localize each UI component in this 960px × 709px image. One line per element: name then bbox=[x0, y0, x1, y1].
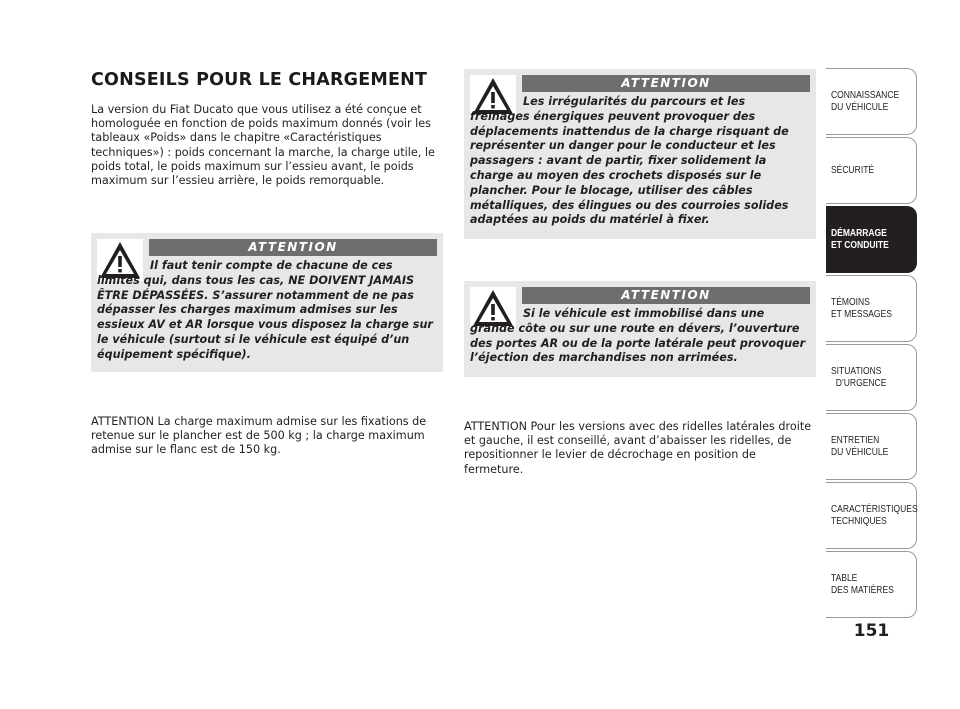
load-note-paragraph: ATTENTION La charge maximum admise sur les fixations de retenue sur le plancher est de 500 kg ; la charge maximum admise sur le flanc est de 150 kg. bbox=[91, 415, 427, 457]
tab-temoins-et-messages[interactable] bbox=[826, 275, 917, 342]
warning-text: Si le véhicule est immobilisé dans une grande côte ou sur une route en dévers, l’ouverture des portes AR ou de la porte latérale peut provoquer l’éjection des marchandises non arrimées. bbox=[470, 307, 806, 365]
intro-paragraph: La version du Fiat Ducato que vous utilisez a été conçue et homologuée en fonction de poids maximum donnés (voir les tableaux «Poids» dans le chapitre «Caractéristiques techniques») : poids concernant la marche, la charge utile, le poids total, le poids maximum sur l’essieu avant, le poids maximum sur l’essieu arrière, le poids remorquable. bbox=[91, 103, 435, 188]
tab-entretien-du-vehicule[interactable] bbox=[826, 413, 917, 480]
tab-label: CONNAISSANCE DU VÉHICULE bbox=[831, 89, 900, 113]
page-number: 151 bbox=[853, 621, 890, 641]
warning-label: ATTENTION bbox=[522, 287, 810, 304]
warning-label: ATTENTION bbox=[149, 239, 437, 256]
tab-caracteristiques-techniques[interactable] bbox=[826, 482, 917, 549]
tailgate-note-paragraph: ATTENTION Pour les versions avec des ridelles latérales droite et gauche, il est conseillé, avant d’abaisser les ridelles, de repositionner le levier de décrochage en position de fermeture. bbox=[464, 420, 812, 476]
page-title: CONSEILS POUR LE CHARGEMENT bbox=[91, 70, 428, 90]
tab-label: DÉMARRAGE ET CONDUITE bbox=[831, 227, 889, 251]
tab-situations-d-urgence[interactable] bbox=[826, 344, 917, 411]
tab-connaissance-du-vehicule[interactable] bbox=[826, 68, 917, 135]
tab-label: ENTRETIEN DU VÉHICULE bbox=[831, 434, 889, 458]
warning-box-3 bbox=[464, 281, 816, 377]
tab-table-des-matieres[interactable] bbox=[826, 551, 917, 618]
warning-box-2 bbox=[464, 69, 816, 239]
tab-label: TÉMOINS ET MESSAGES bbox=[831, 296, 892, 320]
tab-demarrage-et-conduite[interactable] bbox=[826, 206, 917, 273]
warning-text: Il faut tenir compte de chacune de ces limites qui, dans tous les cas, NE DOIVENT JAMAIS ÊTRE DÉPASSÉES. S’assurer notamment de ne pas dépasser les charges maximum admises sur les essieux AV et AR lorsque vous disposez la charge sur le véhicule (surtout si le véhicule est équipé d’un équipement spécifique). bbox=[97, 259, 433, 361]
tab-label: SÉCURITÉ bbox=[831, 164, 875, 176]
tab-securite[interactable] bbox=[826, 137, 917, 204]
tab-label: SITUATIONS D’URGENCE bbox=[831, 365, 887, 389]
warning-label: ATTENTION bbox=[522, 75, 810, 92]
tab-label: CARACTÉRISTIQUES TECHNIQUES bbox=[831, 503, 918, 527]
warning-box-1 bbox=[91, 233, 443, 372]
tab-label: TABLE DES MATIÈRES bbox=[831, 572, 894, 596]
warning-text: Les irrégularités du parcours et les freinages énergiques peuvent provoquer des déplacements inattendus de la charge risquant de représenter un danger pour le conducteur et les passagers : avant de partir, fixer solidement la charge au moyen des crochets disposés sur le plancher. Pour le blocage, utiliser des câbles métalliques, des élingues ou des courroies solides adaptées au poids du matériel à fixer. bbox=[470, 95, 789, 227]
